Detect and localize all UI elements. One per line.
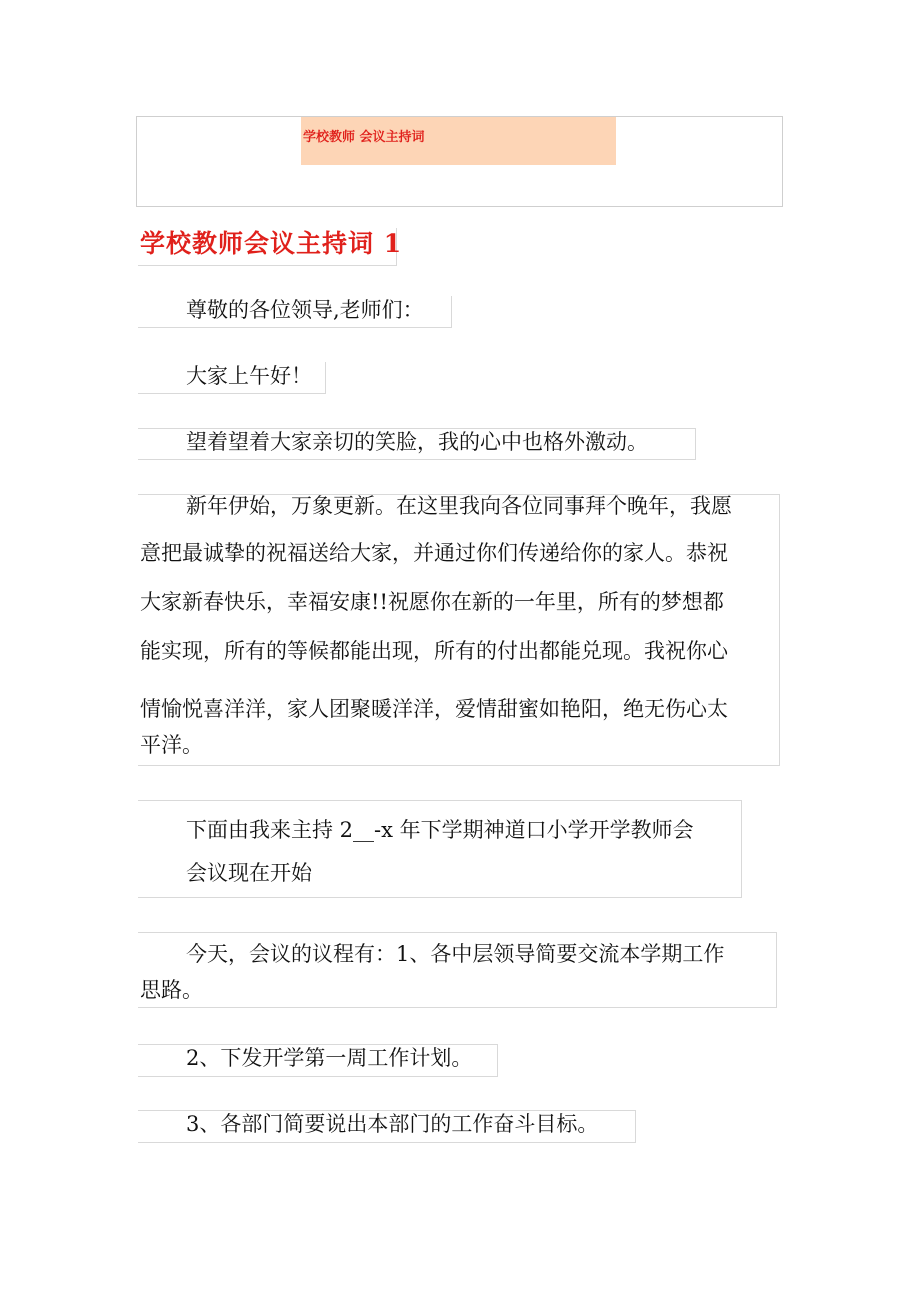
newyear-line-5: 情愉悦喜洋洋，家人团聚暖洋洋，爱情甜蜜如艳阳，绝无伤心太: [140, 697, 728, 721]
newyear-line-1: 新年伊始，万象更新。在这里我向各位同事拜个晚年，我愿: [186, 494, 732, 518]
document-title: 学校教师会议主持词 1: [140, 229, 403, 258]
host-line-1: 下面由我来主持 2__-x 年下学期神道口小学开学教师会: [186, 818, 694, 842]
newyear-line-6: 平洋。: [140, 733, 203, 757]
newyear-line-2: 意把最诚挚的祝福送给大家，并通过你们传递给你的家人。恭祝: [140, 541, 728, 565]
hello-paragraph: 大家上午好！: [186, 364, 312, 388]
emotion-paragraph: 望着望着大家亲切的笑脸，我的心中也格外激动。: [186, 430, 648, 454]
greeting-paragraph: 尊敬的各位领导,老师们：: [186, 298, 424, 322]
agenda-item-3: 3、各部门简要说出本部门的工作奋斗目标。: [186, 1112, 599, 1136]
agenda-item-2: 2、下发开学第一周工作计划。: [186, 1046, 473, 1070]
newyear-line-3: 大家新春快乐，幸福安康!!祝愿你在新的一年里，所有的梦想都: [140, 590, 724, 614]
newyear-line-4: 能实现，所有的等候都能出现，所有的付出都能兑现。我祝你心: [140, 639, 728, 663]
agenda-line-1: 今天，会议的议程有：1、各中层领导简要交流本学期工作: [186, 942, 725, 966]
newyear-frame: [138, 494, 780, 766]
header-banner-text: 学校教师 会议主持词: [303, 130, 425, 145]
agenda-line-2: 思路。: [140, 978, 203, 1002]
host-line-2: 会议现在开始: [186, 861, 312, 885]
